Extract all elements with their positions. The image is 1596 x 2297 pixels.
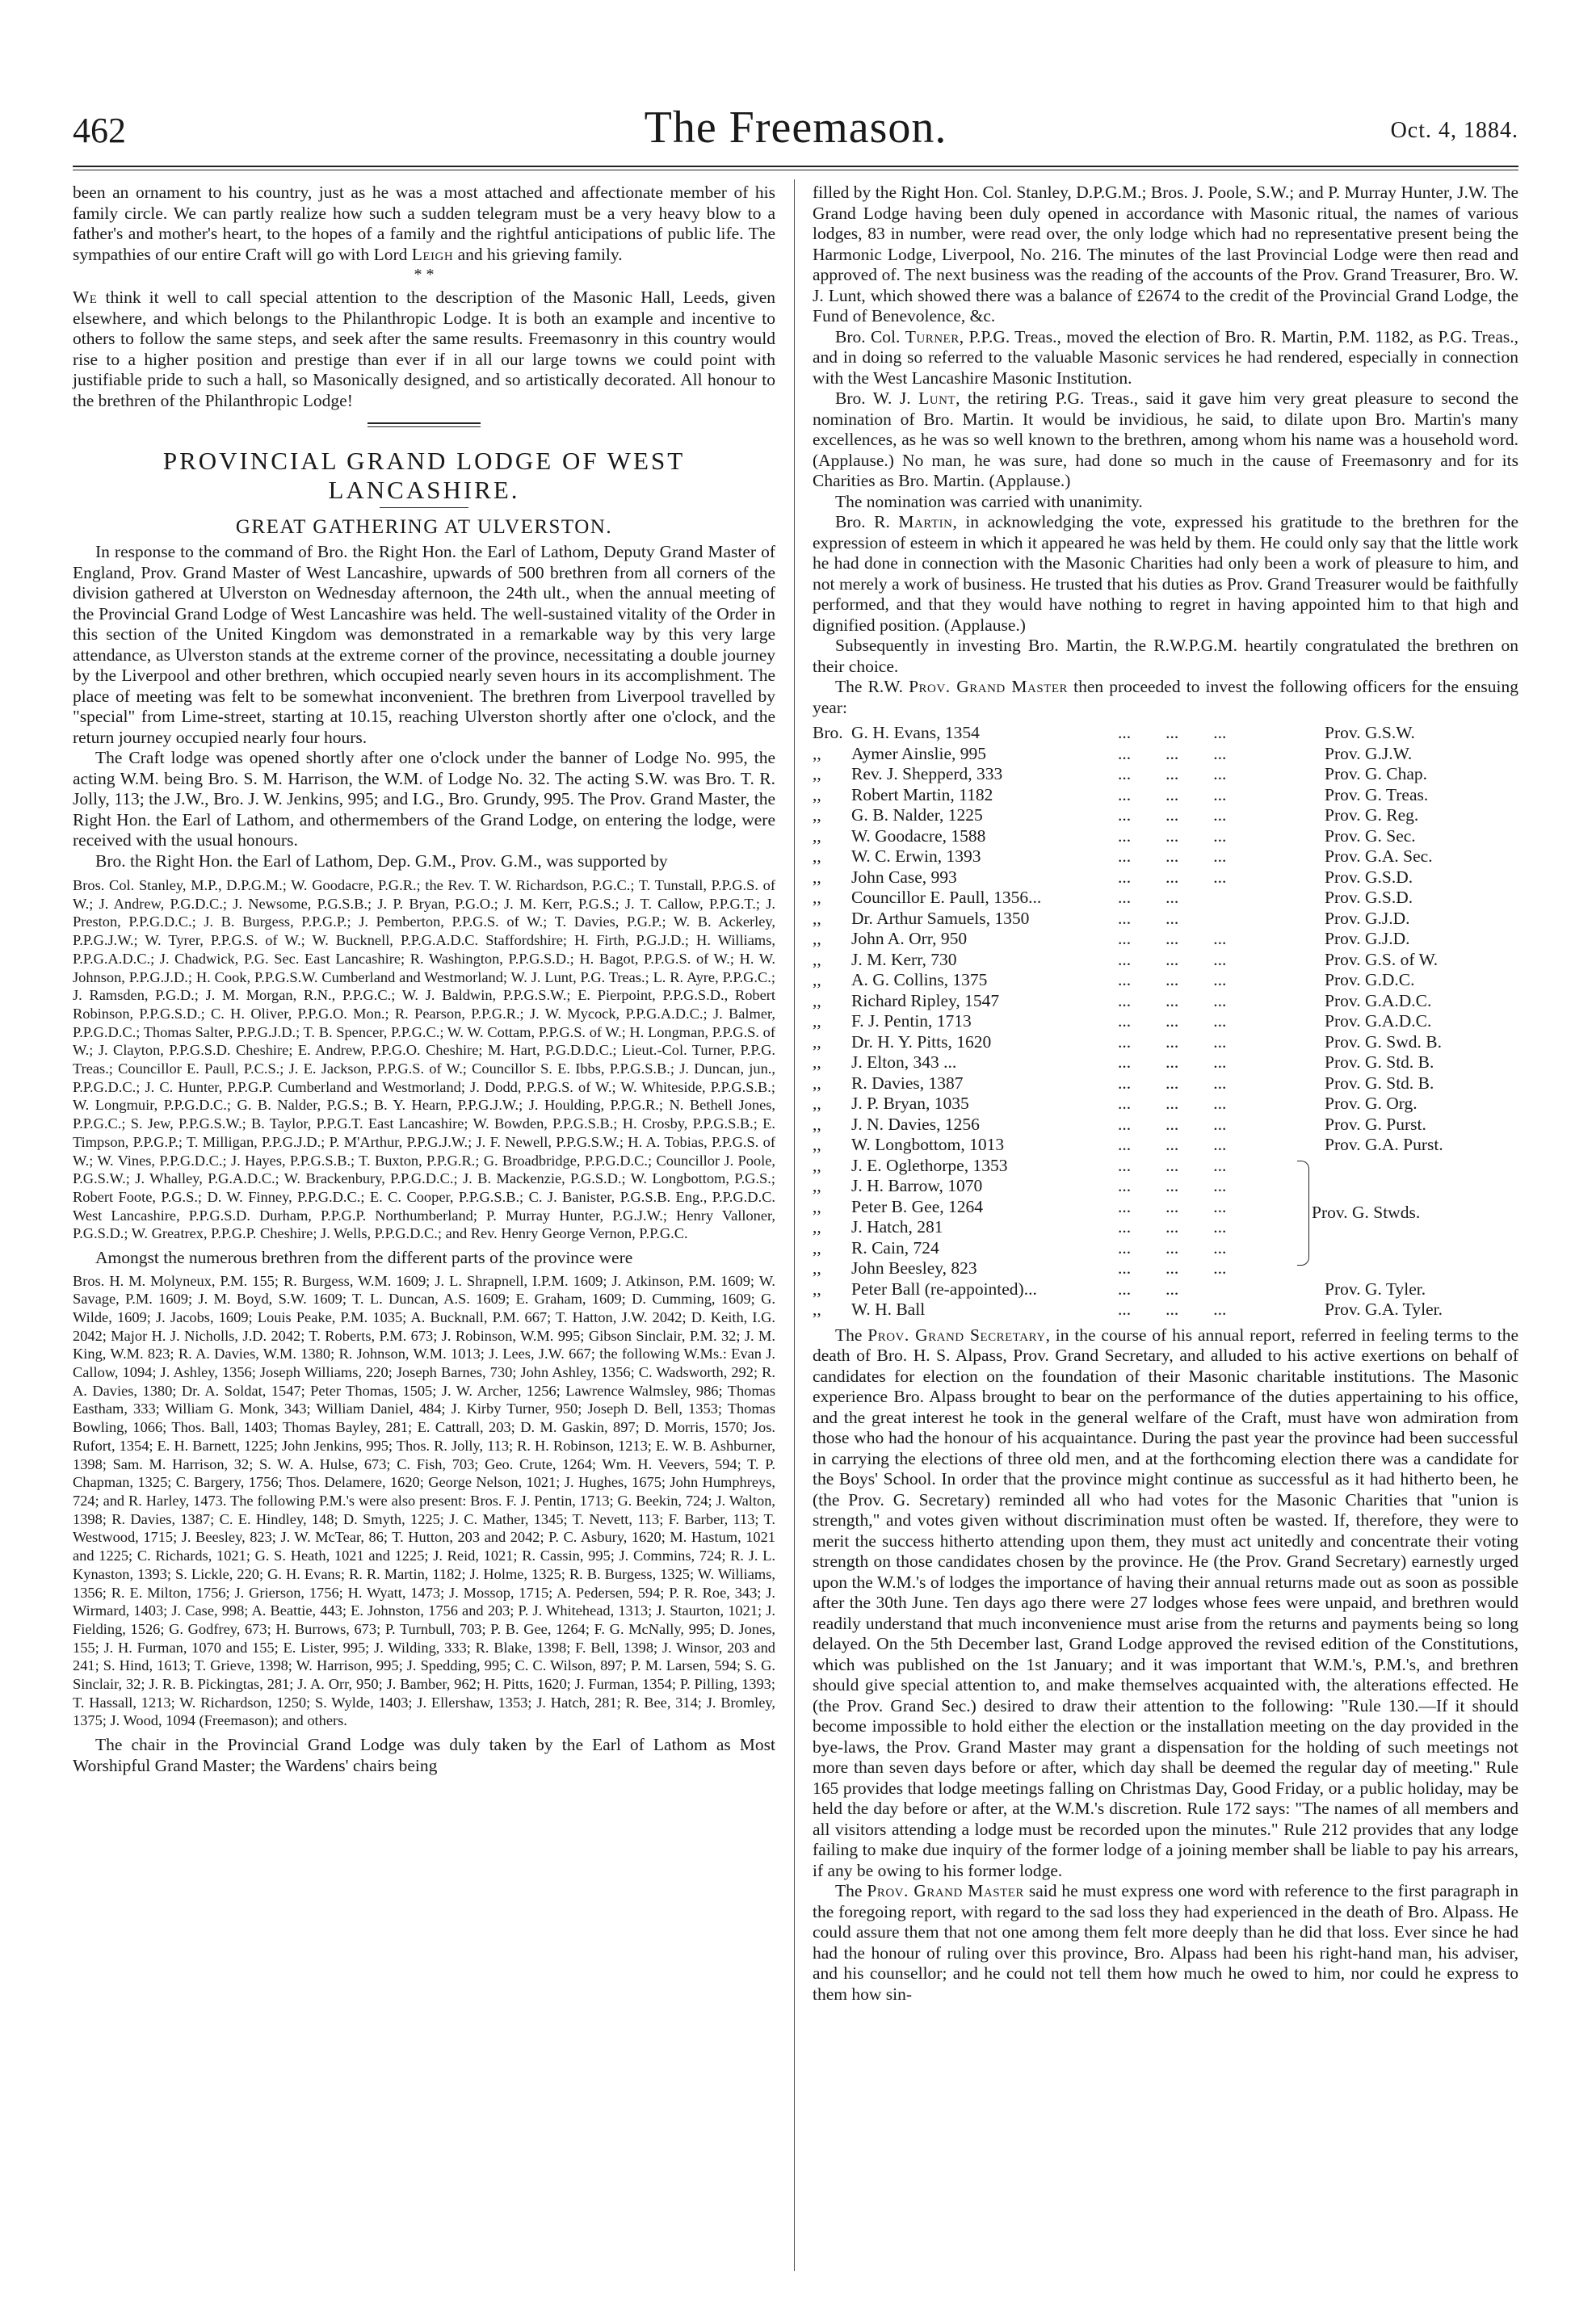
office-title: Prov. G.A.D.C. [1325, 990, 1432, 1010]
left-column [73, 183, 775, 1776]
appointments-list-tail [813, 1279, 1518, 1321]
appointment-prefix: ,, [813, 1094, 821, 1113]
appointee-name: Dr. H. Y. Pitts, 1620 ... ... ... [851, 1031, 1227, 1052]
paragraph: The nomination was carried with unanimity. [835, 491, 1143, 511]
paragraph: filled by the Right Hon. Col. Stanley, D.P.G.M.; Bros. J. Poole, S.W.; and P. Murray Hunter, J.W. The Grand Lodge having been duly opened in accordance with Masonic ritual, the names of various lodges, 83 in number, were read over, the only lodge which had no representative present being the Harmonic Lodge, Liverpool, No. 216. The minutes of the last Provincial Lodge were then read and approved of. The next business was the reading of the accounts of the Prov. Grand Treasurer, Bro. W. J. Lunt, which showed there was a balance of £2674 to the credit of the Provincial Grand Lodge, the Fund of Benevolence, &c. [813, 183, 1518, 325]
appointee-name: A. G. Collins, 1375 ... ... ... [851, 970, 1227, 989]
appointment-prefix: ,, [813, 1237, 821, 1258]
appointee-name: Councillor E. Paull, 1356... ... ... [851, 888, 1179, 907]
appointee-name: J. P. Bryan, 1035 ... ... ... [851, 1094, 1227, 1113]
appointee-name: W. Goodacre, 1588 ... ... ... [851, 825, 1227, 846]
leader-dots: ... ... ... [1118, 743, 1227, 763]
appointment-prefix: ,, [813, 825, 821, 846]
appointment-prefix: ,, [813, 929, 821, 948]
leader-dots: ... ... ... [1118, 970, 1227, 989]
office-title: Prov. G.S. of W. [1325, 949, 1438, 969]
office-title: Prov. G. Purst. [1325, 1114, 1426, 1134]
office-title: Prov. G.J.D. [1325, 908, 1410, 928]
appointee-name: G. H. Evans, 1354 ... ... ... [851, 723, 1227, 742]
leader-dots: ... ... ... [1118, 846, 1227, 866]
appointment-prefix: ,, [813, 1176, 821, 1195]
leader-dots: ... ... ... [1118, 1052, 1227, 1072]
appointee-name: W. Longbottom, 1013 ... ... ... [851, 1135, 1227, 1154]
heading-rule [380, 507, 468, 508]
appointee-name: John Case, 993 ... ... ... [851, 867, 1227, 887]
leader-dots: ... ... ... [1118, 1300, 1227, 1319]
column-divider [794, 179, 795, 2271]
office-title: Prov. G.A. Tyler. [1325, 1300, 1443, 1319]
paragraph: Amongst the numerous brethren from the different parts of the province were [95, 1248, 633, 1268]
appointee-name: John Beesley, 823 ... ... ... [851, 1258, 1227, 1278]
appointment-prefix: Bro. [813, 723, 843, 742]
leader-dots: ... ... ... [1118, 1135, 1227, 1154]
leader-dots: ... ... ... [1118, 1114, 1227, 1134]
appointee-name: F. J. Pentin, 1713 ... ... ... [851, 1011, 1227, 1031]
appointment-prefix: ,, [813, 1073, 821, 1093]
office-title: Prov. G. Std. B. [1325, 1073, 1434, 1093]
paragraph: The chair in the Provincial Grand Lodge was duly taken by the Earl of Lathom as Most Worshipful Grand Master; the Wardens' chairs being [73, 1735, 775, 1775]
stewards-office: Prov. G. Stwds. [1312, 1202, 1421, 1222]
appointment-prefix: ,, [813, 846, 821, 866]
appointment-prefix: ,, [813, 1217, 821, 1237]
appointment-prefix: ,, [813, 1114, 821, 1134]
appointee-name: R. Davies, 1387 ... ... ... [851, 1073, 1227, 1093]
paragraph: The Craft lodge was opened shortly after one o'clock under the banner of Lodge No. 995, the acting W.M. being Bro. S. M. Harrison, the W.M. of Lodge No. 32. The acting S.W. was Bro. T. R. Jolly, 113; the J.W., Bro. J. W. Jenkins, 995; and I.G., Bro. Grundy, 995. The Prov. Grand Master, the Right Hon. the Earl of Lathom, and othermembers of the Grand Lodge, on entering the lodge, were received with the usual honours. [73, 748, 775, 850]
paragraph: Bro. Col. Turner, P.P.G. Treas., moved the election of Bro. R. Martin, P.M. 1182, as P.G. Treas., and in doing so referred to the valuable Masonic services he had rendered, especially in connection with the West Lancashire Masonic Institution. [813, 326, 1518, 388]
appointee-name: Dr. Arthur Samuels, 1350 ... ... [851, 908, 1179, 928]
leader-dots: ... ... ... [1118, 949, 1227, 969]
leader-dots: ... ... ... [1118, 1176, 1227, 1195]
appointee-name: G. B. Nalder, 1225 ... ... ... [851, 805, 1227, 825]
office-title: Prov. G. Org. [1325, 1094, 1418, 1113]
leader-dots: ... ... ... [1118, 723, 1227, 742]
leader-dots: ... ... ... [1118, 1237, 1227, 1258]
appointee-name: Peter Ball (re-appointed)... ... ... [851, 1279, 1179, 1299]
office-title [1325, 1258, 1518, 1279]
appointee-name: Peter B. Gee, 1264 ... ... ... [851, 1196, 1227, 1216]
leader-dots: ... ... [1118, 1279, 1179, 1299]
paragraph: In response to the command of Bro. the Right Hon. the Earl of Lathom, Deputy Grand Master of England, Prov. Grand Master of West Lancashire, upwards of 500 brethren from all corners of the division gathered at Ulverston on Wednesday afternoon, the 24th ult., when the annual meeting of the Provincial Grand Lodge of West Lancashire was held. The well-sustained vitality of the Order in this section of the United Kingdom was demonstrated in a remarkable way by this very large attendance, as Ulverston stands at the extreme corner of the province, necessitating a double journey by the Liverpool and other brethren, which occupied nearly seven hours in its accomplishment. The place of meeting was felt to be somewhat inconvenient. The brethren from Liverpool travelled by "special" from Lime-street, starting at 10.15, reaching Ulverston shortly after one o'clock, and the return journey occupied nearly four hours. [73, 542, 775, 747]
leader-dots: ... ... ... [1118, 1258, 1227, 1278]
attendees-list: Bros. H. M. Molyneux, P.M. 155; R. Burgess, W.M. 1609; J. L. Shrapnell, I.P.M. 1609; J. Atkinson, P.M. 1609; W. Savage, P.M. 1609; J. M. Boyd, S.W. 1609; T. L. Duncan, A.S. 1609; E. Graham, 1609; D. Cumming, 1609; G. Wilde, 1609; J. Jacobs, 1609; Louis Peake, P.M. 1035; A. Bucknall, P.M. 667; T. Hatton, J.W. 2042; D. Keith, I.G. 2042; Major H. J. Nicholls, J.D. 2042; T. Roberts, P.M. 673; J. Robinson, W.M. 995; Gibson Sinclair, P.M. 32; J. M. King, W.M. 823; R. A. Davies, W.M. 1380; R. Johnson, W.M. 1013; J. Lees, J.W. 667; the following W.Ms.: Evan J. Callow, 1094; J. Ashley, 1356; Joseph Williams, 220; Joseph Barnes, 730; John Ashley, 1356; C. Wadsworth, 292; R. A. Davies, 1380; Dr. A. Soldat, 1547; Peter Thomas, 1505; J. W. Archer, 1256; Lawrence Walmsley, 986; Thomas Eastham, 333; William G. Monk, 343; William Daniel, 484; J. Kirby Turner, 950; Joseph D. Bell, 1353; Thomas Bowling, 1066; Thos. Ball, 1403; Thomas Bayley, 281; E. Cattrall, 203; D. M. Gaskin, 897; D. Morris, 1570; Jos. Rufort, 1354; E. H. Barnett, 1225; John Jenkins, 995; Thos. R. Jolly, 113; R. H. Robinson, 1213; E. W. B. Ashburner, 1398; Sam. M. Harrison, 32; S. W. A. Hulse, 673; C. Fish, 703; Geo. Crute, 1264; Wm. H. Veevers, 594; T. P. Chapman, 1325; C. Bargery, 1756; Thos. Delamere, 1620; George Nelson, 1021; J. Hughes, 1675; John Humphreys, 724; and R. Harley, 1473. The following P.M.'s were also present: Bros. F. J. Pentin, 1713; G. Beekin, 724; J. Walton, 1398; R. Davies, 1387; C. E. Hindley, 148; D. Smyth, 1225; J. C. Mather, 1345; T. Nevett, 113; F. Barber, 113; T. Westwood, 1715; J. Beesley, 823; J. W. McTear, 86; T. Hutton, 203 and 2042; P. C. Asbury, 1620; M. Hastum, 1021 and 1225; C. Richards, 1021; G. S. Heath, 1021 and 1225; J. Reid, 1021; R. Cassin, 995; J. Commins, 724; R. J. L. Kynaston, 1393; S. Lickle, 220; G. H. Evans; R. R. Martin, 1182; J. Holme, 1325; R. B. Burgess, 1325; W. Williams, 1356; R. E. Milton, 1756; J. Grierson, 1756; H. Wyatt, 1473; J. Mossop, 1715; A. Pedersen, 594; P. R. Roe, 343; J. Wirmard, 1403; J. Case, 998; A. Beattie, 443; E. Johnston, 1756 and 203; P. J. Whitehead, 1313; J. Staurton, 1021; J. Fielding, 1526; G. Godfrey, 673; H. Burrows, 673; P. Turnbull, 703; P. B. Gee, 1264; F. G. McNally, 995; D. Jones, 155; J. H. Furman, 1070 and 155; E. Lister, 995; J. Wilding, 333; R. Blake, 1398; F. Bell, 1398; J. Winsor, 203 and 241; S. Hind, 1613; T. Grieve, 1398; W. Harrison, 995; J. Spedding, 995; C. C. Wilson, 897; P. M. Larsen, 594; S. G. Sinclair, 32; J. R. B. Pickingtas, 281; J. A. Orr, 950; J. Bamber, 962; H. Pitts, 1620; J. Furman, 1354; P. Pilling, 1393; T. Hassall, 1213; W. Richardson, 1250; S. Wylde, 1403; J. Ellershaw, 1353; J. Hatch, 281; R. Bee, 314; J. Bromley, 1375; J. Wood, 1094 (Freemason); and others. [73, 1272, 775, 1729]
leader-dots: ... ... ... [1118, 1217, 1227, 1237]
stewards-brace [1297, 1161, 1309, 1266]
office-title: Prov. G. Treas. [1325, 784, 1429, 804]
appointment-prefix: ,, [813, 1279, 821, 1299]
appointment-prefix: ,, [813, 743, 821, 763]
leader-dots: ... ... [1118, 908, 1179, 928]
paragraph: Bro. W. J. Lunt, the retiring P.G. Treas., said it gave him very great pleasure to second the nomination of Bro. Martin. It would be invidious, he said, to dilate upon Bro. Martin's many excellences, as he was so well known to the brethren, among whom his name was a household word. (Applause.) No man, he was sure, had done so much in the cause of Freemasonry and for its Charities as Bro. Martin. (Applause.) [813, 388, 1519, 490]
paragraph: Bro. R. Martin, in acknowledging the vote, expressed his gratitude to the brethren for the expression of esteem in which it appeared he was held by them. He could only say that the little work he had done in connection with the Masonic Charities had only been a work of pleasure to him, and not merely a work of business. He trusted that his duties as Prov. Grand Treasurer would be faithfully performed, and that they would have nothing to regret in having appointed him to that high and dignified position. (Applause.) [813, 512, 1519, 635]
right-column [813, 183, 1518, 2005]
appointment-prefix: ,, [813, 784, 821, 804]
office-title: Prov. G.J.W. [1325, 743, 1413, 763]
office-title [1325, 1156, 1518, 1177]
appointee-name: J. H. Barrow, 1070 ... ... ... [851, 1176, 1227, 1195]
appointment-prefix: ,, [813, 1300, 821, 1319]
appointee-name: J. Elton, 343 ... ... ... ... [851, 1052, 1227, 1072]
office-title: Prov. G.A.D.C. [1325, 1011, 1432, 1031]
appointment-prefix: ,, [813, 1258, 821, 1278]
appointee-name: Robert Martin, 1182 ... ... ... [851, 784, 1227, 804]
appointee-name: Aymer Ainslie, 995 ... ... ... [851, 743, 1227, 763]
appointee-name: R. Cain, 724 ... ... ... [851, 1237, 1227, 1258]
appointments-list [813, 723, 1518, 1156]
office-title [1325, 1176, 1518, 1197]
page-number: 462 [73, 111, 126, 150]
section-stars: * * [414, 266, 435, 283]
leader-dots: ... ... ... [1118, 1196, 1227, 1216]
article-subheading: GREAT GATHERING AT ULVERSTON. [235, 516, 613, 538]
appointment-prefix: ,, [813, 867, 821, 887]
office-title: Prov. G.S.D. [1325, 867, 1413, 887]
appointee-name: J. Hatch, 281 ... ... ... [851, 1217, 1227, 1237]
office-title: Prov. G.S.D. [1325, 888, 1413, 907]
office-title: Prov. G.D.C. [1325, 970, 1415, 989]
leader-dots: ... ... ... [1118, 825, 1227, 846]
paragraph: The Prov. Grand Secretary, in the course of his annual report, referred in feeling terms to the death of Bro. H. S. Alpass, Prov. Grand Secretary, and alluded to his active exertions on behalf of candidates for election on the foundation of their Masonic charitable institutions. The Masonic experience Bro. Alpass brought to bear on the performance of the duties appertaining to his office, and the great interest he took in the general welfare of the Craft, must have won admiration from those who had the honour of his acquaintance. During the past year the province had been successful in carrying the elections of three old men, and at the forthcoming election there was a candidate for the Boys' School. In order that the province might continue as successful as it had hitherto been, he (the Prov. G. Secretary) reminded all who had votes for the Masonic Charities that "union is strength," and votes given without discrimination must often be wasted. If, therefore, they were to merit the success hitherto attending upon them, they must act unitedly and concentrate their voting strength on those candidates chosen by the province. He (the Prov. Grand Secretary) earnestly urged upon the W.M.'s of lodges the importance of having their annual returns made out as soon as possible after the 30th June. Ten days ago there were 27 lodges whose fees were unpaid, and brethren would readily understand that much inconvenience must arise from the returns and payments being so long delayed. On the 5th December last, Grand Lodge approved the revised edition of the Constitutions, which was published on the 1st January; and it was important that W.M.'s, P.M.'s, and brethren should give special attention to, and make themselves acquainted with, the alterations effected. He (the Prov. Grand Sec.) desired to draw their attention to the following: "Rule 130.—If it should become impossible to hold either the election or the installation meeting on the day provided in the bye-laws, the Prov. Grand Master may grant a dispensation for the holding of such meetings not more than seven days before or after, which day shall be deemed the regular day of meeting." Rule 165 provides that lodge meetings falling on Christmas Day, Good Friday, or a public holiday, may be held the day before or after, at the W.M.'s discretion. Rule 172 says: "The names of all members and all visitors attending a lodge must be recorded upon the minutes." Rule 212 provides that any lodge failing to make due inquiry of the former lodge of a joining member shall be liable to pay his arrears, if any be owing to his former lodge. [813, 1325, 1518, 1880]
appointee-name: J. N. Davies, 1256 ... ... ... [851, 1114, 1227, 1134]
leader-dots: ... ... ... [1118, 867, 1227, 887]
issue-date: Oct. 4, 1884. [1390, 118, 1518, 143]
page-header [73, 105, 1518, 162]
appointment-prefix: ,, [813, 805, 821, 825]
stewards-block [813, 1156, 1518, 1279]
paragraph: We think it well to call special attention to the description of the Masonic Hall, Leeds, given elsewhere, and which belongs to the Philanthropic Lodge. It is both an example and incentive to others to follow the same steps, and seek after the same results. Freemasonry in this country would rise to a higher position and prestige than ever if in all our large towns we could point with justifiable pride to such a hall, so Masonically designed, and so artistically decorated. All honour to the brethren of the Philanthropic Lodge! [73, 288, 776, 410]
office-title: Prov. G. Tyler. [1325, 1279, 1426, 1299]
leader-dots: ... ... ... [1118, 1073, 1227, 1093]
appointee-name: W. H. Ball ... ... ... [851, 1300, 1227, 1319]
paragraph: been an ornament to his country, just as he was a most attached and affectionate member of his family circle. We can partly realize how such a sudden telegram must be a very heavy blow to a father's and mother's heart, to the hopes of a family and the rightful anticipations of public life. The sympathies of our entire Craft will go with Lord Leigh and his grieving family. [73, 183, 775, 264]
appointment-prefix: ,, [813, 949, 821, 969]
supporters-list: Bros. Col. Stanley, M.P., D.P.G.M.; W. Goodacre, P.G.R.; the Rev. T. W. Richardson, P.G.C.; T. Tunstall, P.P.G.S. of W.; J. Andrew, P.G.D.C.; J. Newsome, P.G.S.B.; J. P. Bryan, P.G.O.; J. M. Kerr, P.G.S.; J. T. Callow, P.P.G.T.; J. Preston, P.P.G.D.C.; J. B. Burgess, P.P.G.P.; J. Pemberton, P.P.G.S. of W.; T. Davies, P.G.P.; W. B. Ackerley, P.P.G.J.W.; W. Tyrer, P.P.G.S. of W.; W. Bucknell, P.P.G.A.D.C. Staffordshire; H. Firth, P.G.J.D.; H. Williams, P.P.G.A.D.C.; J. Chadwick, P.G. Sec. East Lancashire; R. Washington, P.P.G.S.D.; H. Bagot, P.P.G.S. of W.; H. W. Johnson, P.P.G.J.D.; H. Cook, P.P.G.S.W. Cumberland and Westmorland; W. J. Lunt, P.G. Treas.; L. R. Ayre, P.P.G.C.; J. Ramsden, P.G.D.; J. M. Morgan, R.N., P.P.G.C.; W. J. Baldwin, P.P.G.S.W.; E. Pierpoint, P.P.G.S.D., Robert Robinson, P.P.G.S.D.; C. H. Oliver, P.P.G.O. Mon.; R. Pearson, P.P.G.R.; J. W. Mycock, P.P.G.A.D.C.; J. Balmer, P.P.G.D.C.; Thomas Salter, P.P.G.J.D.; T. B. Spencer, P.P.G.C.; W. W. Cottam, P.P.G.S. of W.; H. Longman, P.P.G.S. of W.; J. Clayton, P.P.G.S.D. Cheshire; E. Andrew, P.P.G.O. Cheshire; M. Hart, P.G.D.D.C.; Lieut.-Col. Turner, P.P.G. Treas.; Councillor E. Paull, P.C.S.; J. E. Jackson, P.P.G.S. of W.; Councillor S. E. Ibbs, P.P.G.S.B.; J. Duncan, jun., P.P.G.D.C.; J. C. Hunter, P.P.G.P. Cumberland and Westmorland; J. Dodd, P.P.G.S. of W.; W. Whiteside, P.P.G.S.B.; W. Longmuir, P.P.G.D.C.; G. B. Nalder, P.G.S.; B. Y. Hearn, P.P.G.J.W.; J. Houlding, P.P.G.R.; N. Bethell Jones, P.P.G.C.; S. Jew, P.P.G.S.W.; B. Taylor, P.P.G.T. East Lancashire; W. Bowden, P.P.G.S.B.; H. Crosby, P.P.G.S.B.; E. Timpson, P.P.G.P.; T. Milligan, P.P.G.J.D.; P. M'Arthur, P.P.G.J.W.; J. F. Newell, P.P.G.S.W.; H. A. Tobias, P.P.G.S. of W.; W. Vines, P.P.G.D.C.; J. Hayes, P.P.G.S.B.; T. Buxton, P.P.G.R.; G. Broadbridge, P.P.G.D.C.; Councillor J. Poole, P.G.S.W.; J. Whalley, P.G.A.D.C.; W. Brackenbury, P.P.G.D.C.; J. B. Mackenzie, P.G.S.D.; W. Longbottom, P.G.S.; Robert Foote, P.G.S.; D. W. Finney, P.P.G.D.C.; E. C. Cooper, P.P.G.S.B.; C. J. Banister, P.G.S.B. Eng., P.P.G.D.C. West Lancashire, P.P.G.S.D. Durham, P.P.G.P. Northumberland; P. Murray Hunter, P.G.J.W.; Henry Valloner, P.G.S.D.; W. Greatrex, P.P.G.P. Cheshire; J. Wells, P.P.G.D.C.; and Rev. Henry George Vernon, P.P.G.C. [73, 877, 775, 1242]
office-title: Prov. G.J.D. [1325, 929, 1410, 948]
leader-dots: ... ... ... [1118, 1031, 1227, 1052]
office-title: Prov. G.S.W. [1325, 723, 1415, 742]
office-title: Prov. G. Reg. [1325, 805, 1419, 825]
office-title [1325, 1238, 1518, 1259]
paragraph: The R.W. Prov. Grand Master then proceeded to invest the following officers for the ensuing year: [813, 677, 1519, 717]
office-title: Prov. G.A. Purst. [1325, 1135, 1443, 1154]
article-heading: PROVINCIAL GRAND LODGE OF WEST LANCASHIRE. [162, 447, 686, 504]
office-title: Prov. G. Chap. [1325, 764, 1428, 783]
leader-dots: ... ... ... [1118, 1011, 1227, 1031]
office-title: Prov. G.A. Sec. [1325, 846, 1433, 866]
leader-dots: ... ... ... [1118, 764, 1227, 783]
office-title: Prov. G. Std. B. [1325, 1052, 1434, 1072]
office-title: Prov. G. Swd. B. [1325, 1031, 1442, 1052]
appointment-prefix: ,, [813, 1011, 821, 1031]
appointee-name: Richard Ripley, 1547 ... ... ... [851, 990, 1227, 1010]
masthead-title: The Freemason. [644, 103, 947, 153]
paragraph: Subsequently in investing Bro. Martin, the R.W.P.G.M. heartily congratulated the brethren on their choice. [813, 636, 1518, 676]
leader-dots: ... ... ... [1118, 1155, 1227, 1175]
header-rule [73, 166, 1518, 167]
appointment-prefix: ,, [813, 888, 821, 907]
leader-dots: ... ... ... [1118, 805, 1227, 825]
leader-dots: ... ... ... [1118, 929, 1227, 948]
office-title: Prov. G. Sec. [1325, 825, 1416, 846]
appointment-prefix: ,, [813, 1155, 821, 1175]
appointment-prefix: ,, [813, 1135, 821, 1154]
appointment-prefix: ,, [813, 970, 821, 989]
appointee-name: J. M. Kerr, 730 ... ... ... [851, 949, 1227, 969]
paragraph: Bro. the Right Hon. the Earl of Lathom, Dep. G.M., Prov. G.M., was supported by [95, 850, 668, 871]
appointee-name: John A. Orr, 950 ... ... ... [851, 929, 1227, 948]
appointment-prefix: ,, [813, 908, 821, 928]
appointment-prefix: ,, [813, 1031, 821, 1052]
appointment-prefix: ,, [813, 1052, 821, 1072]
article-separator [368, 422, 481, 427]
leader-dots: ... ... [1118, 888, 1179, 907]
appointee-name: W. C. Erwin, 1393 ... ... ... [851, 846, 1227, 866]
appointment-prefix: ,, [813, 1196, 821, 1216]
appointment-prefix: ,, [813, 764, 821, 783]
paragraph: The Prov. Grand Master said he must express one word with reference to the first paragraph in the foregoing report, with regard to the sad loss they had experienced in the death of Bro. Alpass. He could assure them that not one among them felt more deeply than he did that loss. Ever since he had had the honour of ruling over this province, Bro. Alpass had been his right-hand man, his adviser, and his counsellor; and he could not tell them how much he owed to him, nor could he express to them how sin- [813, 1881, 1518, 2004]
leader-dots: ... ... ... [1118, 1094, 1227, 1113]
leader-dots: ... ... ... [1118, 990, 1227, 1010]
appointee-name: Rev. J. Shepperd, 333 ... ... ... [851, 764, 1227, 783]
appointment-prefix: ,, [813, 990, 821, 1010]
appointee-name: J. E. Oglethorpe, 1353 ... ... ... [851, 1155, 1227, 1175]
leader-dots: ... ... ... [1118, 784, 1227, 804]
